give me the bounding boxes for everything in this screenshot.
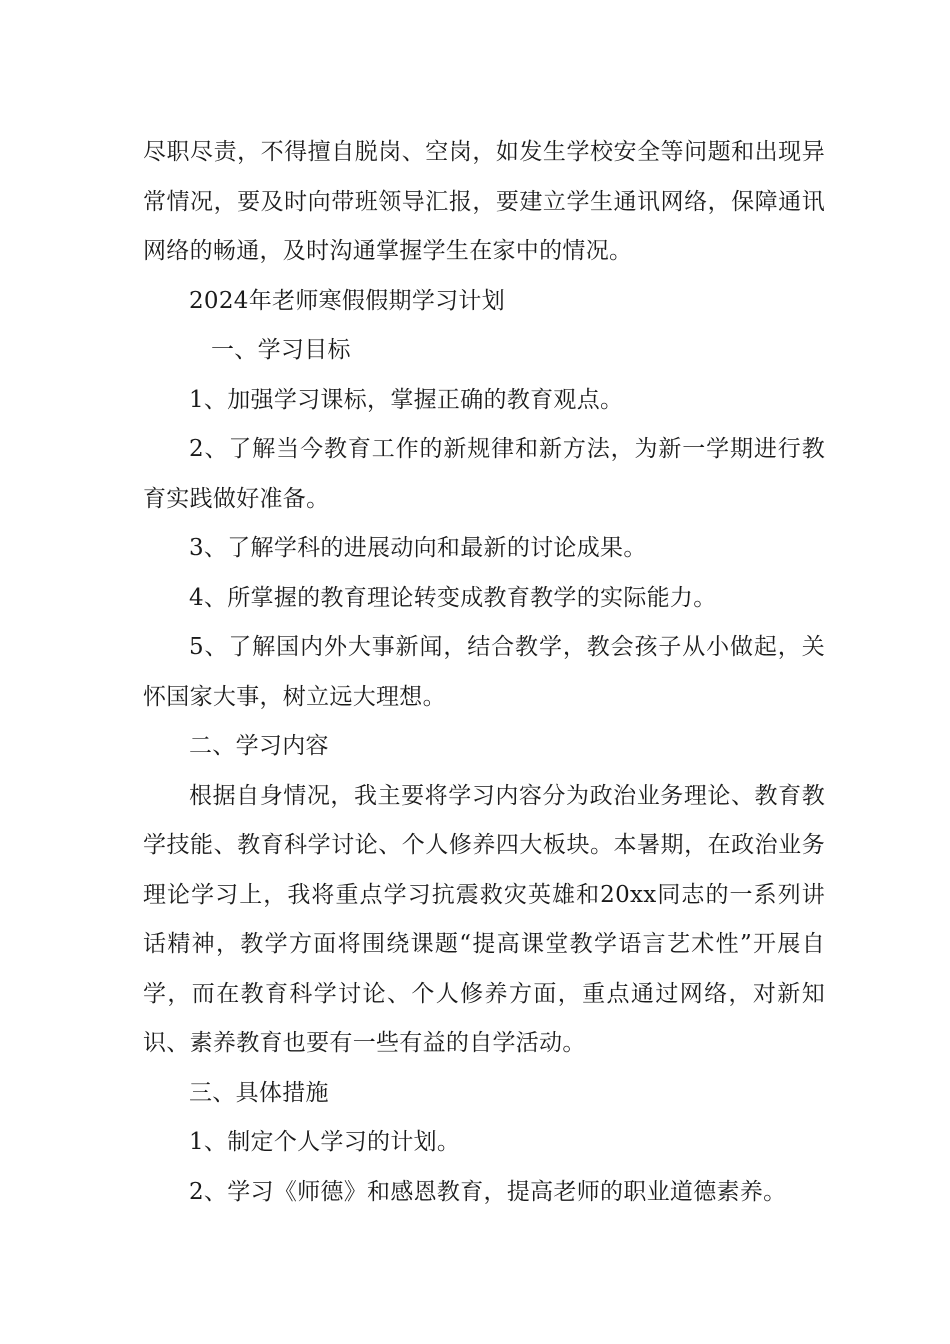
measure-item-1: 1、制定个人学习的计划。: [189, 1129, 461, 1155]
document-body: [143, 128, 825, 1217]
section-heading-goals: 一、学习目标: [211, 337, 351, 363]
plan-title: 2024年老师寒假假期学习计划: [189, 287, 506, 314]
goal-item-1: 1、加强学习课标，掌握正确的教育观点。: [189, 386, 624, 413]
goal-item-5: 5、了解国内外大事新闻，结合教学，教会孩子从小做起，关怀国家大事，树立远大理想。: [143, 634, 825, 710]
goal-item-4: 4、所掌握的教育理论转变成教育教学的实际能力。: [189, 584, 717, 611]
section-heading-content: 二、学习内容: [189, 733, 329, 759]
paragraph-content-description: 根据自身情况，我主要将学习内容分为政治业务理论、教育教学技能、教育科学讨论、个人修养四大板块。本暑期，在政治业务理论学习上，我将重点学习抗震救灾英雄和20xx同志的一系列讲话精神，教学方面将围绕课题“提高课堂教学语言艺术性”开展自学，而在教育科学讨论、个人修养方面，重点通过网络，对新知识、素养教育也要有一些有益的自学活动。: [143, 782, 825, 1056]
goal-item-3: 3、了解学科的进展动向和最新的讨论成果。: [189, 535, 647, 561]
goal-item-2: 2、了解当今教育工作的新规律和新方法，为新一学期进行教育实践做好准备。: [143, 436, 825, 512]
section-heading-measures: 三、具体措施: [189, 1079, 329, 1106]
measure-item-2: 2、学习《师德》和感恩教育，提高老师的职业道德素养。: [189, 1178, 787, 1205]
paragraph-duty-continued: 尽职尽责，不得擅自脱岗、空岗，如发生学校安全等问题和出现异常情况，要及时向带班领导汇报，要建立学生通讯网络，保障通讯网络的畅通，及时沟通掌握学生在家中的情况。: [143, 139, 825, 264]
